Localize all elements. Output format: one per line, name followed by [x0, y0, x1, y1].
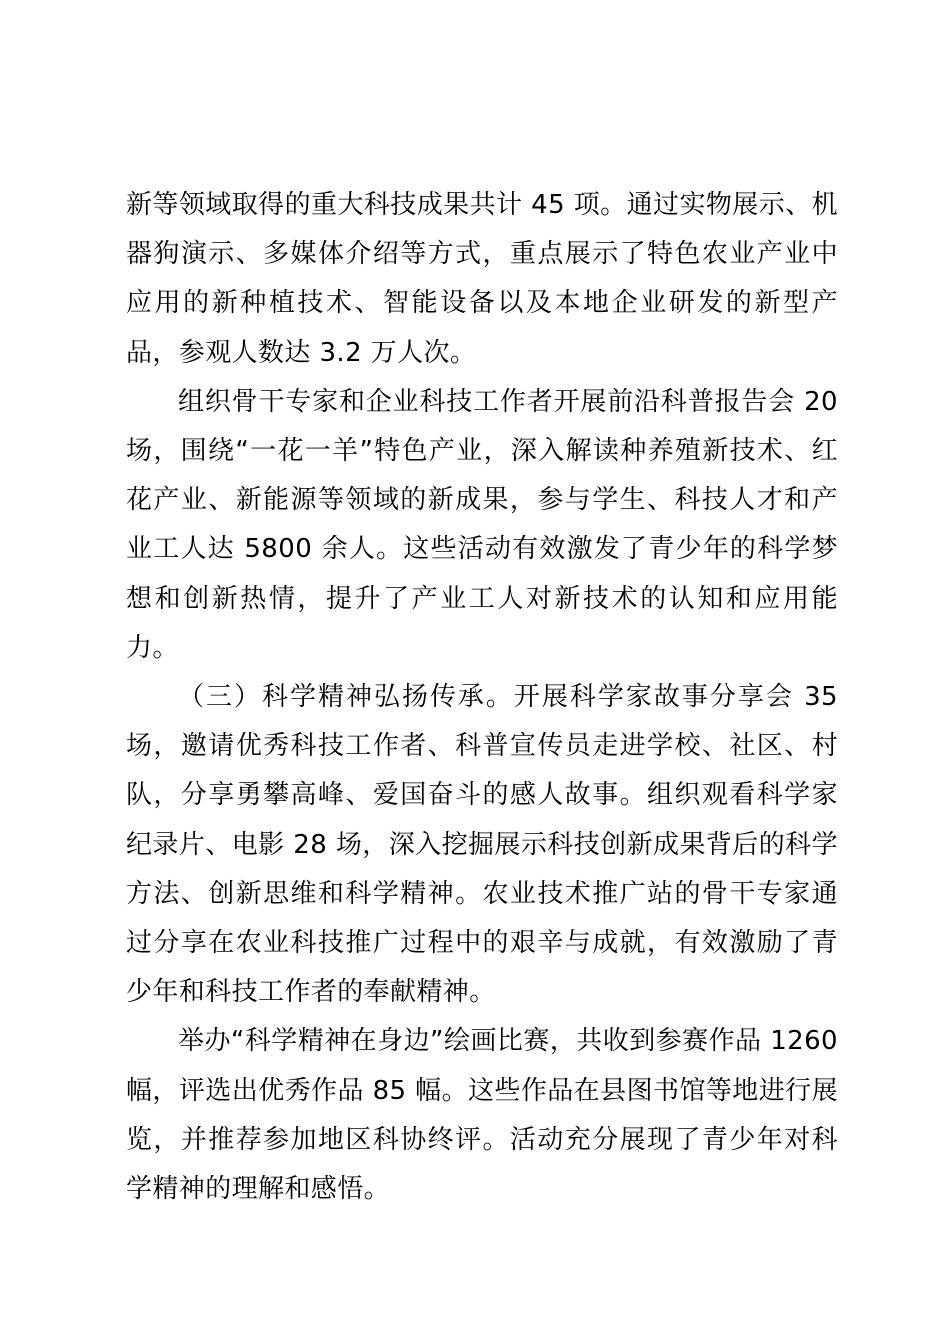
paragraph-report-sessions: 组织骨干专家和企业科技工作者开展前沿科普报告会 20 场，围绕“一花一羊”特色产业，深入解读种养殖新技术、红花产业、新能源等领域的新成果，参与学生、科技人才和产业工人达 5800 余人。这些活动有效激发了青少年的科学梦想和创新热情，提升了产业工人对新技术的认知和应用能力。 [126, 386, 838, 663]
document-body [126, 181, 838, 1214]
paragraph-continuation: 新等领域取得的重大科技成果共计 45 项。通过实物展示、机器狗演示、多媒体介绍等方式，重点展示了特色农业产业中应用的新种植技术、智能设备以及本地企业研发的新型产品，参观人数达 3.2 万人次。 [126, 190, 838, 368]
paragraph-science-spirit: （三）科学精神弘扬传承。开展科学家故事分享会 35 场，邀请优秀科技工作者、科普宣传员走进学校、社区、村队，分享勇攀高峰、爱国奋斗的感人故事。组织观看科学家纪录片、电影 28 场，深入挖掘展示科技创新成果背后的科学方法、创新思维和科学精神。农业技术推广站的骨干专家通过分享在农业科技推广过程中的艰辛与成就，有效激励了青少年和科技工作者的奉献精神。 [126, 682, 838, 1008]
paragraph-painting-contest: 举办“科学精神在身边”绘画比赛，共收到参赛作品 1260 幅，评选出优秀作品 85 幅。这些作品在县图书馆等地进行展览，并推荐参加地区科协终评。活动充分展现了青少年对科学精神的理解和感悟。 [126, 1026, 838, 1205]
